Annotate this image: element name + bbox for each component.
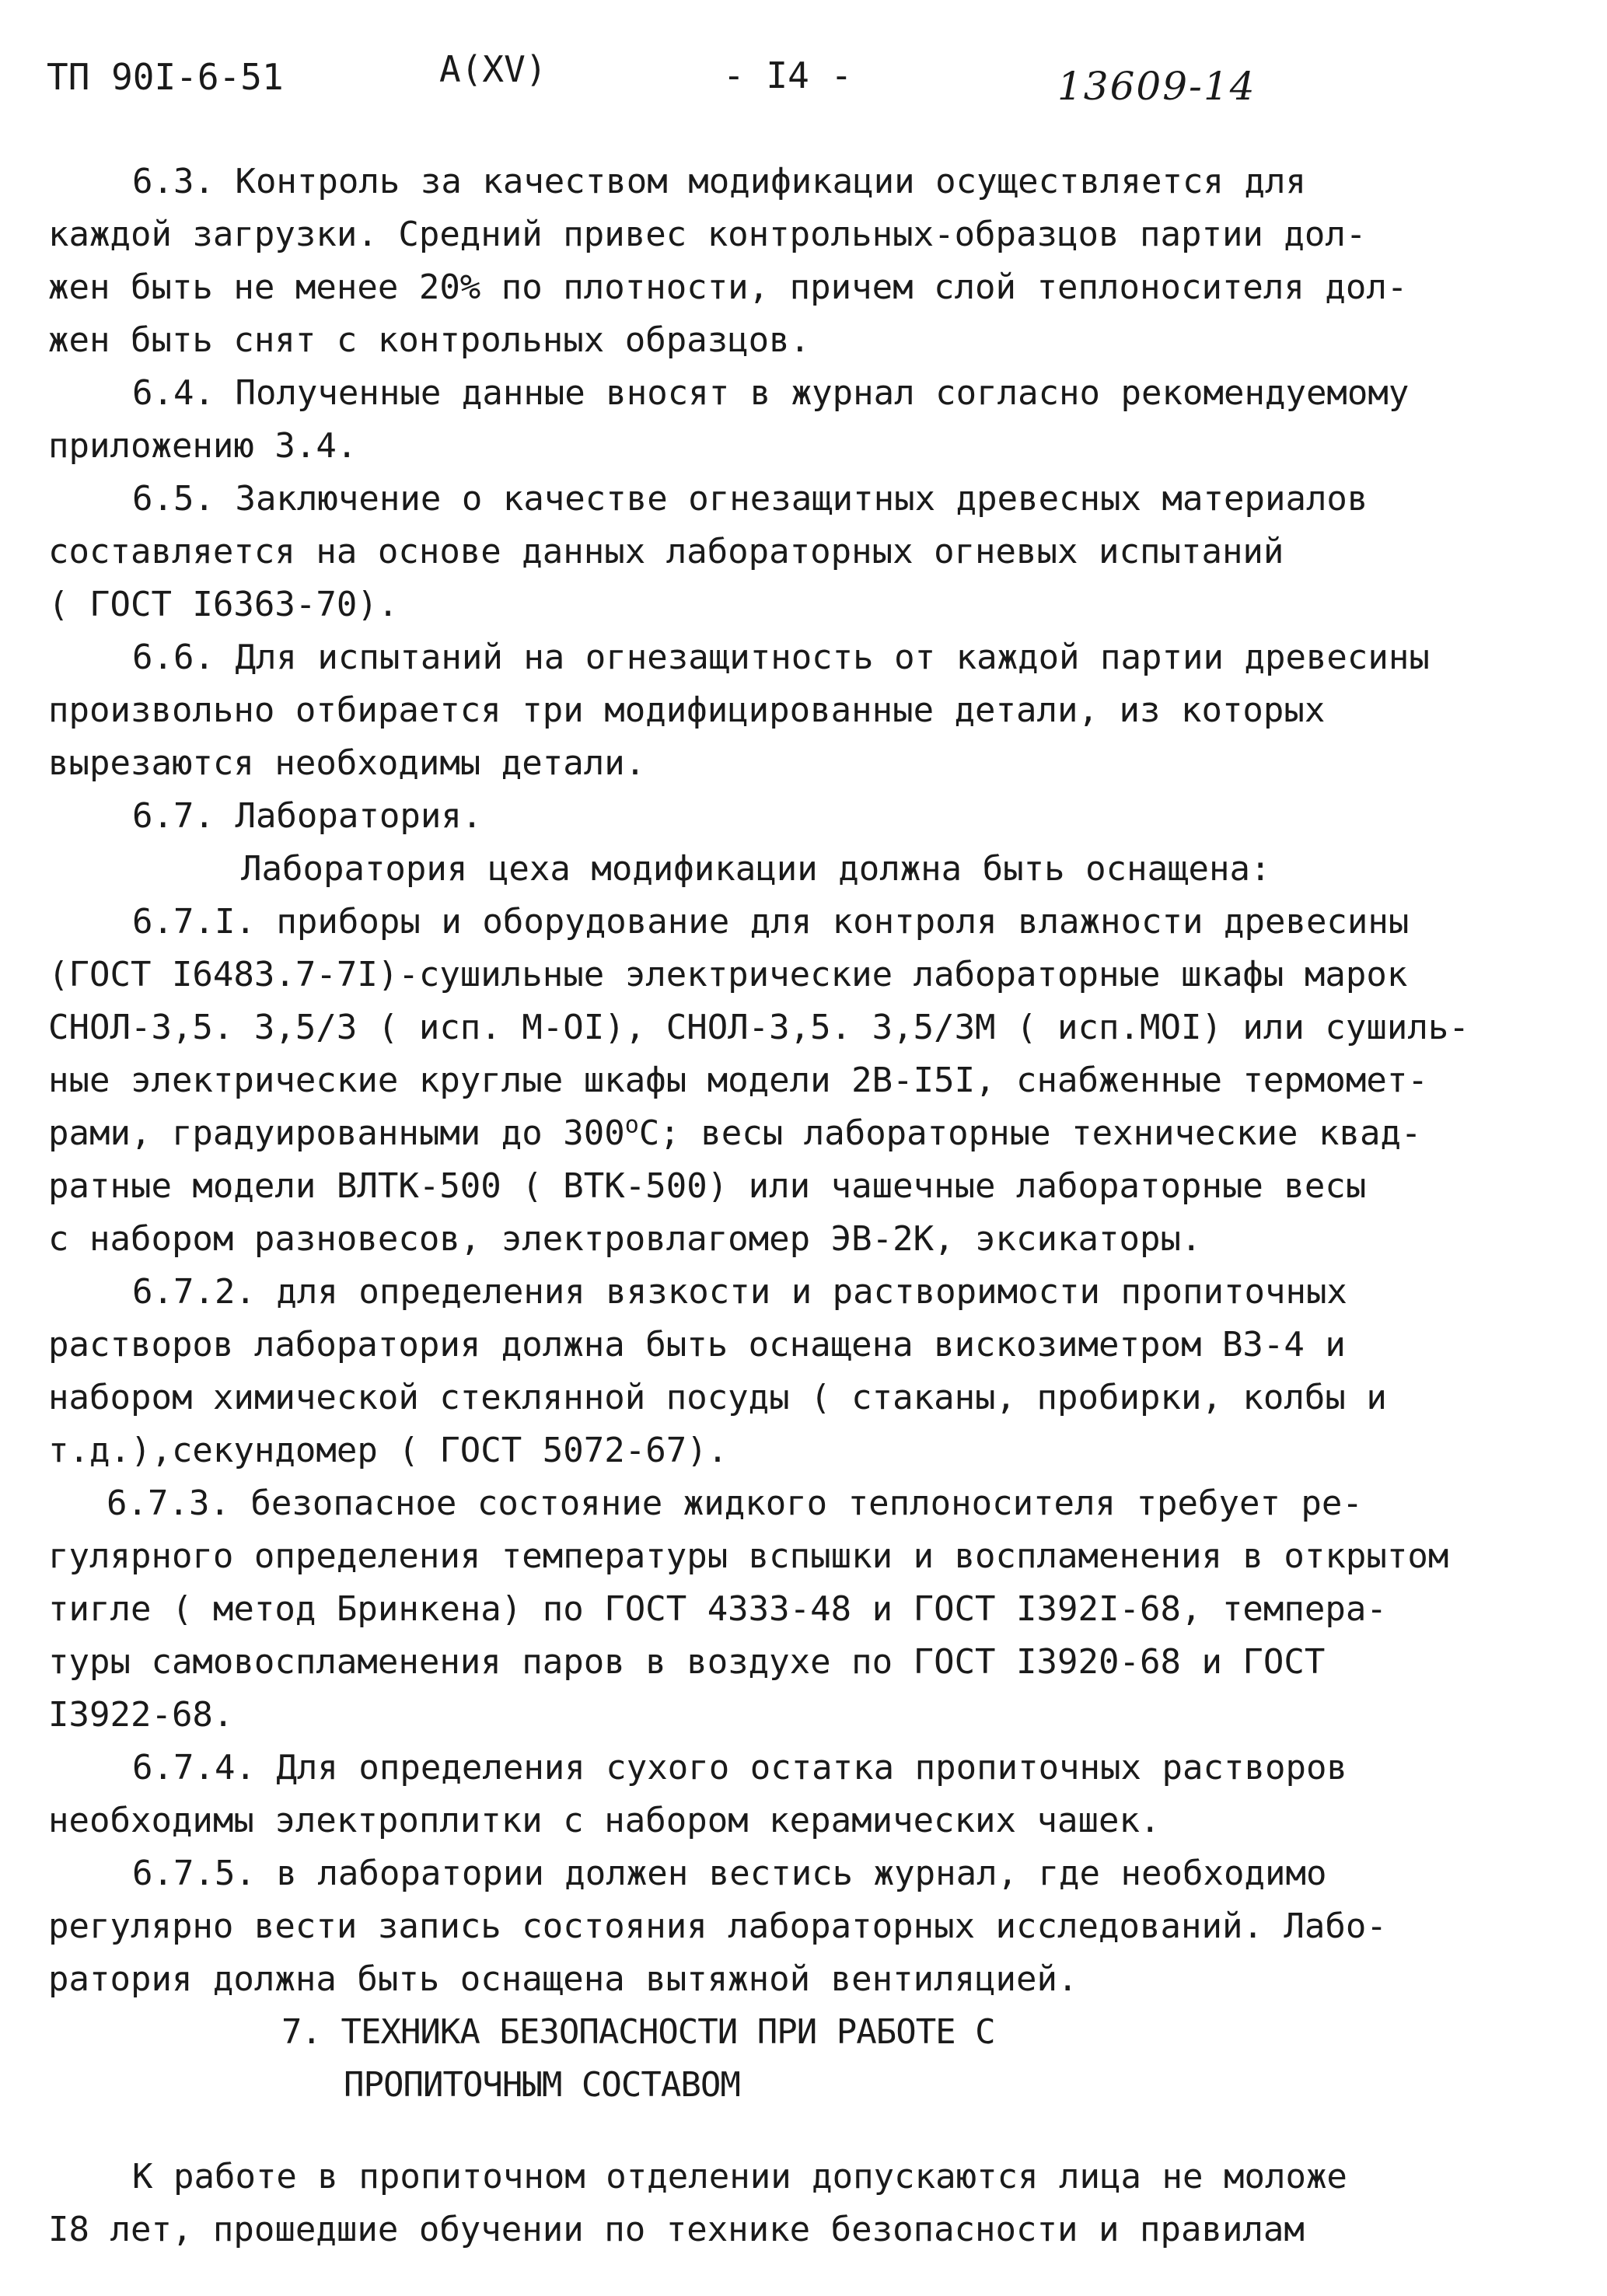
text-line: ные электрические круглые шкафы модели 2В-I5I, снабженные термомет- [48,1061,1428,1100]
text-line: жен быть не менее 20% по плотности, причем слой теплоносителя дол- [48,267,1408,307]
text-line: необходимы электроплитки с набором керамических чашек. [48,1801,1161,1840]
text-line: т.д.),секундомер ( ГОСТ 5072-67). [48,1431,728,1470]
text-line [48,1107,1556,1160]
text-line: 6.7.4. Для определения сухого остатка пропиточных растворов [132,1748,1347,1788]
text-line: приложению 3.4. [48,426,358,466]
text-line: составляется на основе данных лабораторных огневых испытаний [48,532,1284,571]
text-line: 6.5. Заключение о качестве огнезащитных древесных материалов [132,479,1368,519]
text-line: 6.4. Полученные данные вносят в журнал согласно рекомендуемому [132,373,1410,413]
text-line: К работе в пропиточном отделении допускаются лица не моложе [132,2157,1347,2196]
text-line: (ГОСТ I6483.7-7I)-сушильные электрические лабораторные шкафы марок [48,955,1408,994]
text-line: 6.7. Лаборатория. [132,796,483,836]
text-line: I8 лет, прошедшие обучении по технике безопасности и правилам [48,2210,1305,2249]
text-line: ратория должна быть оснащена вытяжной вентиляцией. [48,1959,1078,1999]
text-segment: рами, градуированными до 300 [48,1113,625,1153]
document-series-code: ТП 90I-6-51 [47,56,284,98]
text-line: набором химической стеклянной посуды ( стаканы, пробирки, колбы и [48,1378,1387,1417]
text-line: вырезаются необходимы детали. [48,743,646,783]
text-line: жен быть снят с контрольных образцов. [48,320,811,360]
text-line: I3922-68. [48,1695,234,1735]
text-line: с набором разновесов, электровлагомер ЭВ-2К, эксикаторы. [48,1219,1202,1259]
text-line: 6.7.5. в лаборатории должен вестись журнал, где необходимо [132,1854,1327,1893]
text-line: туры самовоспламенения паров в воздухе по ГОСТ I3920-68 и ГОСТ [48,1642,1326,1682]
text-line: растворов лаборатория должна быть оснащена вискозиметром ВЗ-4 и [48,1325,1346,1365]
page-header [47,40,1524,126]
section-heading: 7. ТЕХНИКА БЕЗОПАСНОСТИ ПРИ РАБОТЕ С [281,2012,995,2052]
text-line: тигле ( метод Бринкена) по ГОСТ 4333-48 и ГОСТ I392I-68, темпера- [48,1589,1387,1629]
text-line: Лаборатория цеха модификации должна быть оснащена: [241,849,1271,889]
text-line: ратные модели ВЛТК-500 ( ВТК-500) или чашечные лабораторные весы [48,1166,1367,1206]
text-line: 6.3. Контроль за качеством модификации осуществляется для [132,162,1306,201]
text-line: регулярно вести запись состояния лабораторных исследований. Лабо- [48,1906,1387,1946]
page-number: - I4 - [723,54,853,96]
spacer [48,2112,1556,2151]
body-text [48,156,1556,2256]
text-line: ( ГОСТ I6363-70). [48,585,399,624]
handwritten-inventory-number: 13609-14 [1057,64,1256,109]
section-heading-continued: ПРОПИТОЧНЫМ СОСТАВОМ [344,2065,740,2105]
text-line: каждой загрузки. Средний привес контрольных-образцов партии дол- [48,215,1367,254]
text-line: 6.7.2. для определения вязкости и растворимости пропиточных [132,1272,1347,1312]
text-line: СНОЛ-3,5. 3,5/3 ( исп. М-OI), СНОЛ-3,5. 3,5/3М ( исп.МОI) или сушиль- [48,1008,1469,1047]
degree-superscript: о [624,1111,639,1139]
text-line: произвольно отбирается три модифицированные детали, из которых [48,690,1326,730]
sheet-label: А(XV) [439,48,547,90]
text-line: 6.7.I. приборы и оборудование для контроля влажности древесины [132,902,1410,942]
text-line: 6.6. Для испытаний на огнезащитность от каждой партии древесины [132,638,1430,677]
text-line: гулярного определения температуры вспышки и воспламенения в открытом [48,1536,1449,1576]
text-segment: С; весы лабораторные технические квад- [638,1113,1422,1153]
text-line: 6.7.3. безопасное состояние жидкого теплоносителя требует ре- [107,1483,1363,1523]
